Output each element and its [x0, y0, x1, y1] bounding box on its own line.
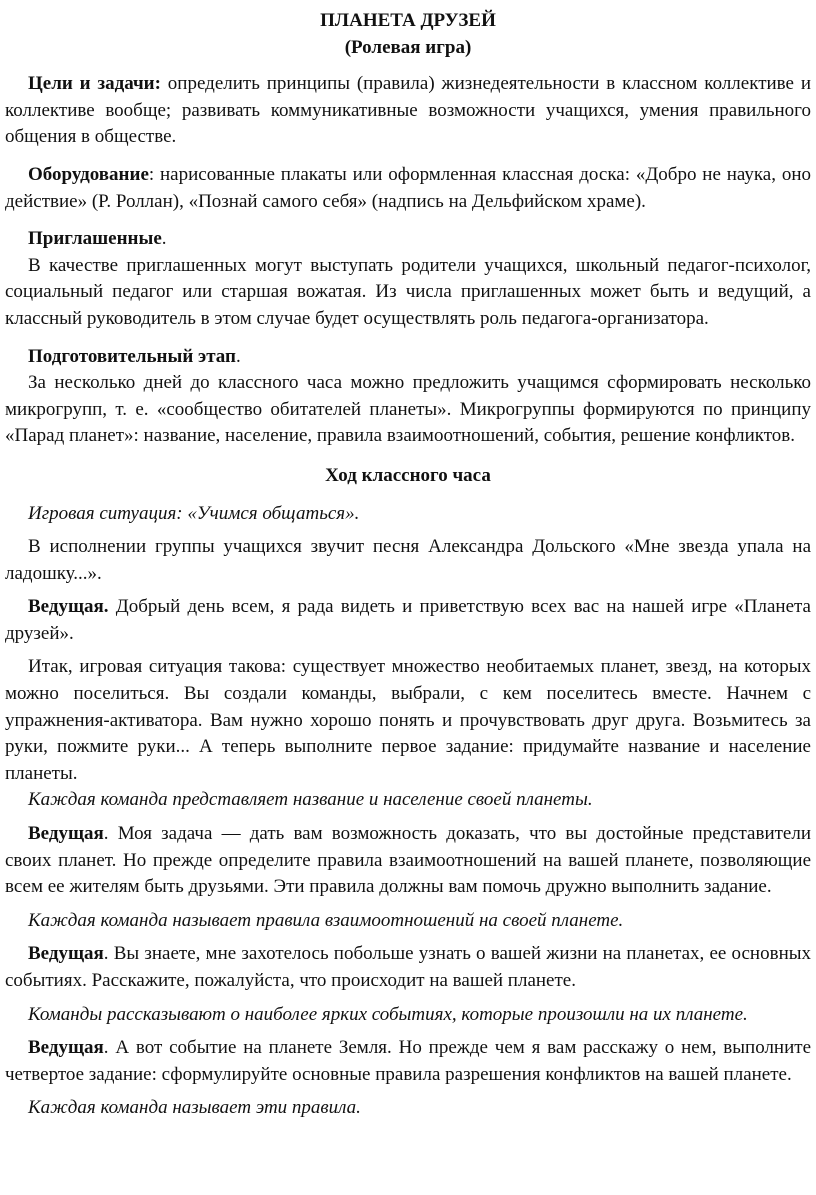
invited-heading — [5, 226, 811, 253]
host-text-3: . Вы знаете, мне захотелось побольше узнать о вашей жизни на планетах, ее основных событиях. Расскажите, пожалуйста, что происходит на вашей планете. — [5, 943, 811, 991]
note-paragraph-3 — [5, 1002, 811, 1029]
preparation-label-suffix: . — [236, 345, 241, 367]
goals-label: Цели и задачи: — [28, 73, 161, 95]
host-label-3: Ведущая — [28, 943, 104, 965]
note-paragraph-1 — [5, 787, 811, 814]
game-situation — [5, 501, 811, 528]
host-text-1: Добрый день всем, я рада видеть и приветствую всех вас на нашей игре «Планета друзей». — [5, 596, 811, 644]
equipment-label: Оборудование — [28, 163, 149, 185]
host-label-1: Ведущая. — [28, 596, 109, 618]
invited-text: В качестве приглашенных могут выступать родители учащихся, школьный педагог-психолог, социальный педагог или старшая вожатая. Из числа приглашенных может быть и ведущий, а классный руководитель в этом случае будет осуществлять роль педагога-организатора. — [5, 254, 811, 329]
invited-label-suffix: . — [161, 228, 167, 250]
host-paragraph-2 — [5, 821, 811, 901]
note-paragraph-4 — [5, 1095, 811, 1122]
note-text-4: Каждая команда называет эти правила. — [28, 1097, 361, 1119]
game-situation-text: Игровая ситуация: «Учимся общаться». — [28, 502, 360, 524]
host-paragraph-3 — [5, 941, 811, 994]
page-subtitle: (Ролевая игра) — [344, 36, 472, 58]
preparation-label: Подготовительный этап — [28, 345, 236, 367]
note-paragraph-2 — [5, 908, 811, 935]
equipment-paragraph — [5, 162, 811, 215]
host-text-2: . Моя задача — дать вам возможность доказать, что вы достойные представители своих планет. Но прежде определите правила взаимоотношений на вашей планете, позволяющие всем ее жителям быть друзьями. Эти правила должны вам помочь дружно выполнить задание. — [5, 823, 811, 898]
situation-paragraph: Итак, игровая ситуация такова: существует множество необитаемых планет, звезд, на которых можно поселиться. Вы создали команды, выбрали, с кем поселитесь вместе. Начнем с упражнения-активатора. Вам нужно хорошо понять и прочувствовать друг друга. Возьмитесь за руки, пожмите руки... А теперь выполните первое задание: придумайте название и население планеты. — [5, 656, 811, 784]
invited-label: Приглашенные — [28, 228, 162, 250]
section-heading: Ход классного часа — [325, 464, 491, 486]
host-text-4: . А вот событие на планете Земля. Но прежде чем я вам расскажу о нем, выполните четвертое задание: сформулируйте основные правила разрешения конфликтов на вашей планете. — [5, 1037, 811, 1085]
page-title: ПЛАНЕТА ДРУЗЕЙ — [320, 10, 496, 31]
preparation-heading — [5, 344, 811, 371]
note-text-3: Команды рассказывают о наиболее ярких событиях, которые произошли на их планете. — [28, 1003, 748, 1025]
goals-text: определить принципы (правила) жизнедеятельности в классном коллективе и коллективе вообще; развивать коммуникативные возможности учащихся, умения правильного общения в обществе. — [5, 73, 811, 148]
note-text-2: Каждая команда называет правила взаимоотношений на своей планете. — [28, 909, 624, 931]
host-paragraph-4 — [5, 1035, 811, 1088]
preparation-text: За несколько дней до классного часа можно предложить учащимся сформировать несколько микрогрупп, т. е. «сообщество обитателей планеты». Микрогруппы формируются по принципу «Парад планет»: название, население, правила взаимоотношений, события, решение конфликтов. — [5, 372, 811, 447]
host-label-4: Ведущая — [28, 1037, 104, 1059]
song-paragraph: В исполнении группы учащихся звучит песня Александра Дольского «Мне звезда упала на ладошку...». — [5, 536, 811, 584]
host-label-2: Ведущая — [28, 823, 104, 845]
note-text-1: Каждая команда представляет название и население своей планеты. — [28, 789, 593, 811]
equipment-text: : нарисованные плакаты или оформленная классная доска: «Добро не наука, оно действие» (Р. Роллан), «Познай самого себя» (надпись на Дельфийском храме). — [5, 163, 811, 212]
host-paragraph-1 — [5, 594, 811, 647]
goals-paragraph — [5, 71, 811, 151]
